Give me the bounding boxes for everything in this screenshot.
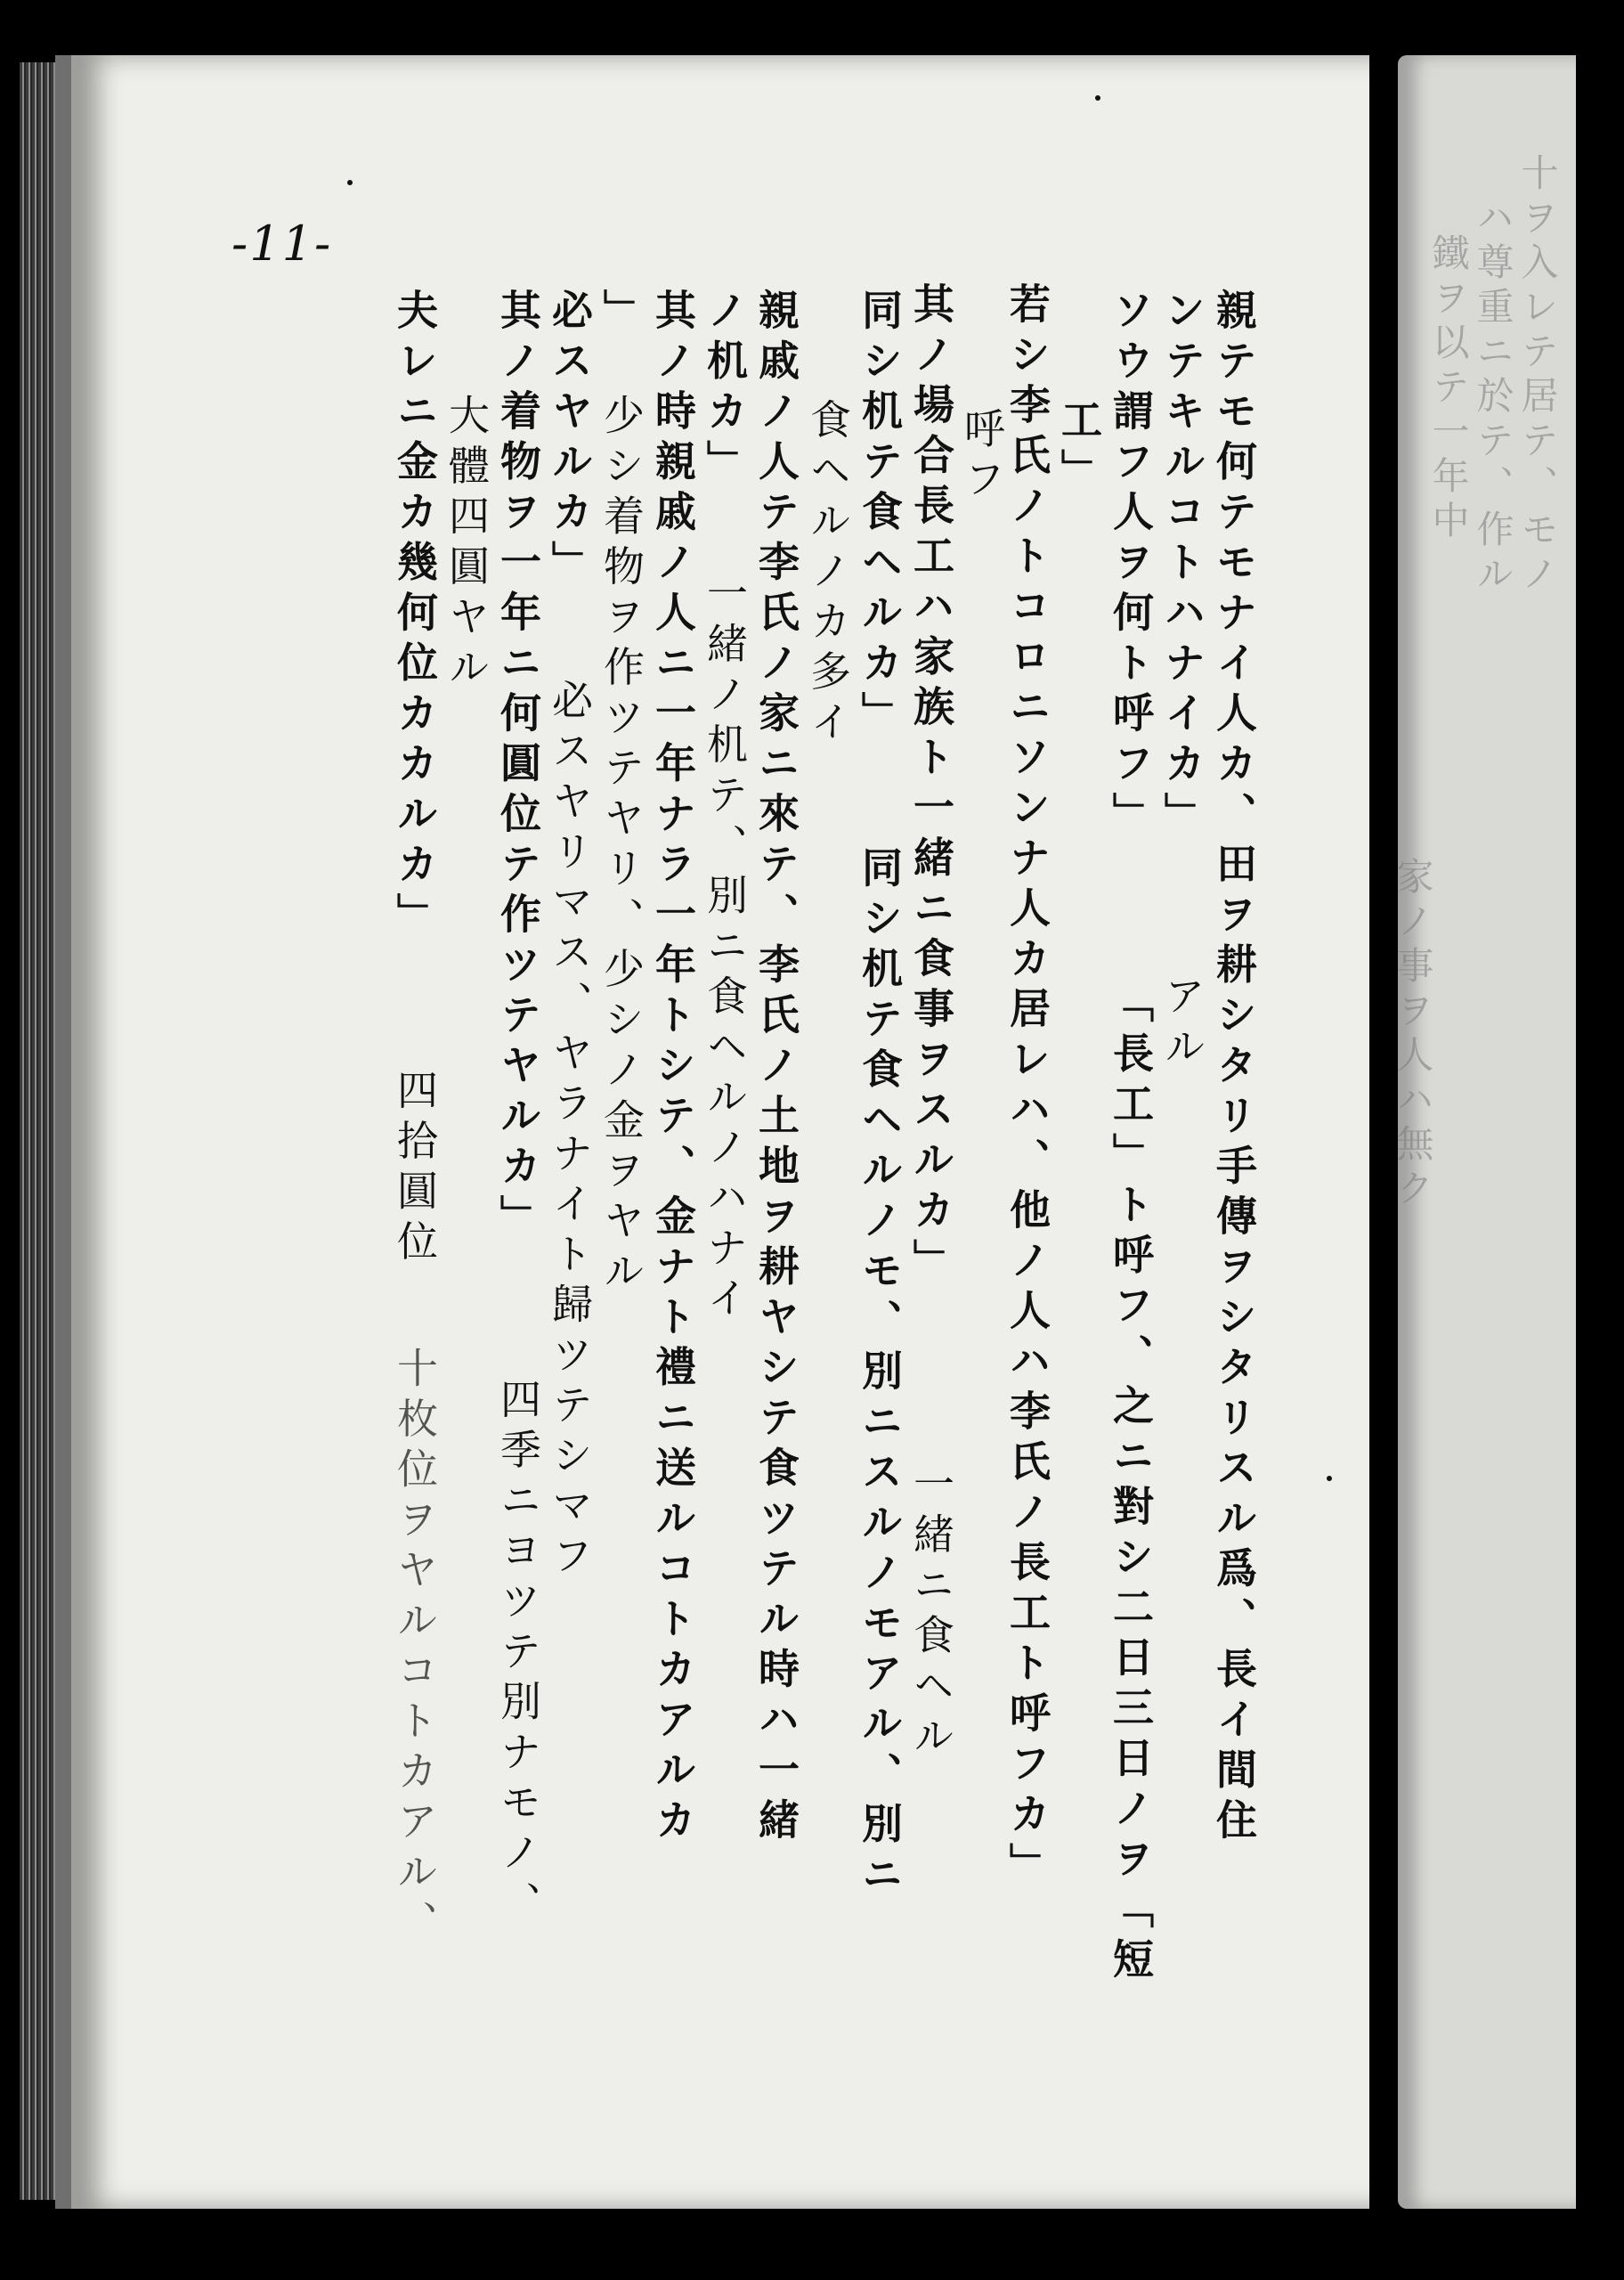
answer-column: アル <box>1158 974 1206 1075</box>
answer-column: 四拾圓位 <box>391 1069 439 1270</box>
text-column: 工」 <box>1055 398 1103 499</box>
answer-column: 一緒ニ食ヘル <box>907 1462 955 1764</box>
answer-column: 呼フ <box>958 407 1006 508</box>
text-column: 若シ李氏ノトコロニソンナ人カ居レハ、他ノ人ハ李氏ノ長工ト呼フカ」 <box>1003 282 1052 1893</box>
text-column: 其ノ場合長工ハ家族ト一緒ニ食事ヲスルカ」 <box>907 282 955 1289</box>
text-column: 親テモ何テモナイ人カ、田ヲ耕シタリ手傳ヲシタリスル爲、長イ間住 <box>1210 289 1258 1849</box>
text-column: 必スヤルカ」 <box>546 289 594 590</box>
text-column: ンテキルコトハナイカ」 <box>1158 289 1206 843</box>
scan-speck <box>1095 95 1100 101</box>
page-number: -11- <box>231 216 333 272</box>
scan-speck <box>347 180 353 185</box>
bleed-text: 鐵ヲ以テ一年中 <box>1426 233 1471 545</box>
text-column: 「長工」ト呼フ、之ニ對シ二日三日ノヲ「短 <box>1107 981 1155 1988</box>
scan-speck <box>1327 1476 1332 1481</box>
facing-page <box>1391 55 1576 2209</box>
text-column: ノ机カ」 <box>701 289 749 490</box>
answer-column: 食ヘルノカ多イ <box>804 398 852 751</box>
bleed-text: 家ノ事ヲ人ハ無ク <box>1391 857 1435 1213</box>
text-column: 其ノ着物ヲ一年ニ何圓位テ作ツテヤルカ」 <box>494 289 542 1245</box>
text-column: 親戚ノ人テ李氏ノ家ニ來テ、李氏ノ土地ヲ耕ヤシテ食ツテル時ハ一緒 <box>752 289 800 1849</box>
bleed-text: ハ尊重ニ於テ、作ル <box>1471 198 1515 598</box>
answer-column: 必スヤリマス、ヤラナイト歸ツテシマフ <box>546 679 594 1584</box>
answer-column: 十枚位ヲヤルコトカアル、 <box>391 1347 439 1950</box>
text-column: ソウ謂フ人ヲ何ト呼フ」 <box>1107 289 1155 843</box>
document-page <box>55 55 1369 2209</box>
answer-column: 少シ着物ヲ作ツテヤリ、少シノ金ヲヤル <box>597 394 646 1299</box>
text-column: 同シ机テ食ヘルノモ、別ニスルノモアル、別ニ <box>856 846 904 1903</box>
bleed-text: 十ヲ入レテ居テ、モノ <box>1515 153 1560 598</box>
text-column: 其ノ時親戚ノ人ニ一年ナラ一年トシテ、金ナト禮ニ送ルコトカアルカ <box>649 289 697 1849</box>
text-column: 」 <box>597 289 646 339</box>
answer-column: 四季ニヨツテ別ナモノ、 <box>494 1378 542 1932</box>
answer-column: 一緒ノ机テ、別ニ食ヘルノハナイ <box>701 572 749 1327</box>
text-column: 夫レニ金カ幾何位カカルカ」 <box>391 289 439 943</box>
text-column: 同シ机テ食ヘルカ」 <box>856 289 904 742</box>
answer-column: 大體四圓ヤル <box>443 394 491 696</box>
